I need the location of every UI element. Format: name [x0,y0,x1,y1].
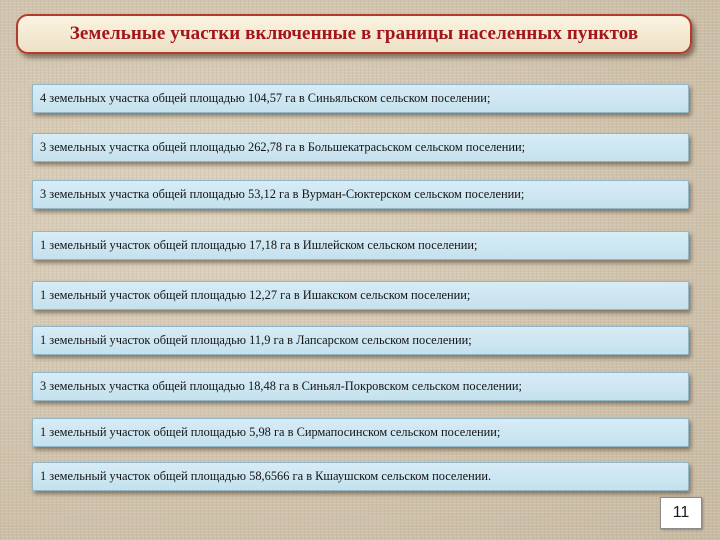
list-item-5: 1 земельный участок общей площадью 12,27 га в Ишакском сельском поселении; [32,281,689,310]
title-banner [16,14,692,54]
list-item-4: 1 земельный участок общей площадью 17,18 га в Ишлейском сельском поселении; [32,231,689,260]
list-item-9: 1 земельный участок общей площадью 58,6566 га в Кшаушском сельском поселении. [32,462,689,491]
list-item-2: 3 земельных участка общей площадью 262,78 га в Большекатрасьском сельском поселении; [32,133,689,162]
list-item-6: 1 земельный участок общей площадью 11,9 га в Лапсарском сельском поселении; [32,326,689,355]
page-title: Земельные участки включенные в границы населенных пунктов [69,23,639,44]
list-item-1: 4 земельных участка общей площадью 104,57 га в Синьяльском сельском поселении; [32,84,689,113]
list-item-3: 3 земельных участка общей площадью 53,12 га в Вурман-Сюктерском сельском поселении; [32,180,689,209]
page-number: 11 [660,497,702,529]
list-item-7: 3 земельных участка общей площадью 18,48 га в Синьял-Покровском сельском поселении; [32,372,689,401]
list-item-8: 1 земельный участок общей площадью 5,98 га в Сирмапосинском сельском поселении; [32,418,689,447]
